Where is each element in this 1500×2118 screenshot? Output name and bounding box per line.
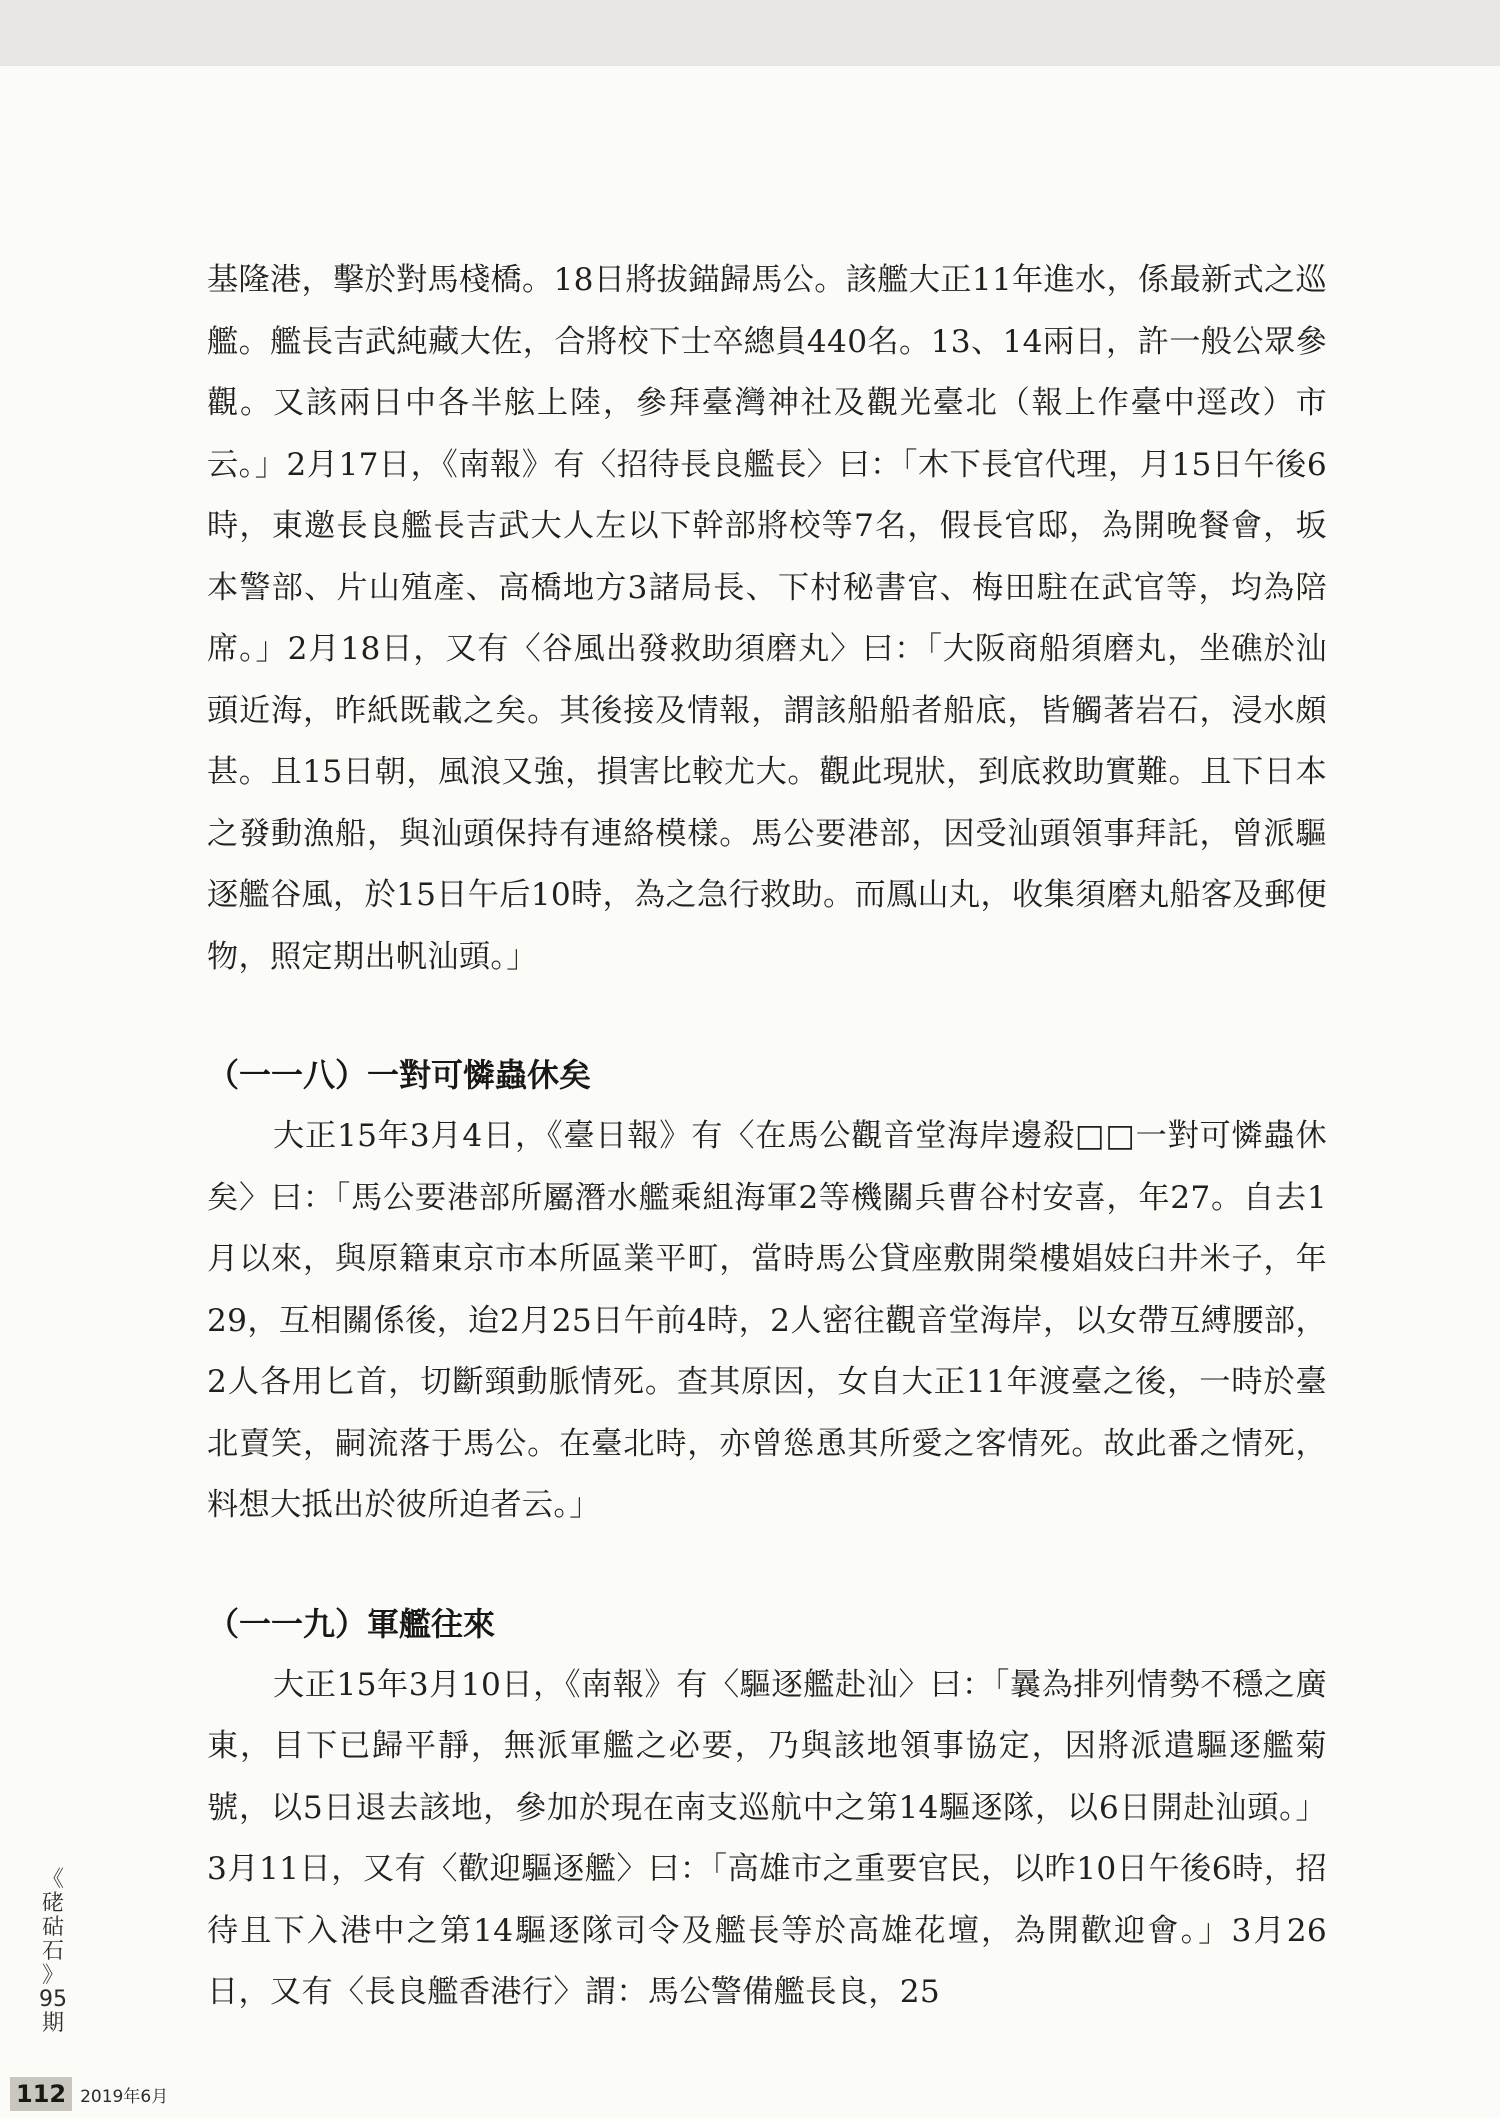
- section-119-paragraph: 大正15年3月10日，《南報》有〈驅逐艦赴汕〉曰：「曩為排列情勢不穩之廣東，目下已歸平靜，無派軍艦之必要，乃與該地領事協定，因將派遣驅逐艦菊號，以5日退去該地，參加於現在南支巡航中之第14驅逐隊，以6日開赴汕頭。」3月11日，又有〈歡迎驅逐艦〉曰：「高雄市之重要官民，以昨10日午後6時，招待且下入港中之第14驅逐隊司令及艦長等於高雄花壇，為開歡迎會。」3月26日，又有〈長良艦香港行〉謂：馬公警備艦長良，25: [207, 1666, 1327, 2010]
- journal-title-vertical: [36, 1868, 70, 2036]
- journal-title-text: [36, 1868, 70, 2036]
- journal-title-glyph: 期: [41, 2011, 64, 2036]
- journal-title-glyph: 𥑮: [41, 1915, 64, 1940]
- journal-title-glyph: 《: [41, 1867, 64, 1892]
- article-body: [207, 250, 1327, 2024]
- page-footer: [10, 2076, 168, 2112]
- scan-top-band: [0, 0, 1500, 66]
- page-number: 112: [10, 2077, 72, 2111]
- journal-title-glyph: 硓: [41, 1891, 64, 1916]
- section-118-paragraph: 大正15年3月4日，《臺日報》有〈在馬公觀音堂海岸邊殺□□一對可憐蟲休矣〉曰：「馬公要港部所屬潛水艦乘組海軍2等機關兵曹谷村安喜，年27。自去1月以來，與原籍東京市本所區業平町，當時馬公貸座敷開榮樓娼妓臼井米子，年29，互相關係後，迨2月25日午前4時，2人密往觀音堂海岸，以女帶互縛腰部，2人各用匕首，切斷頸動脈情死。查其原因，女自大正11年渡臺之後，一時於臺北賣笑，嗣流落于馬公。在臺北時，亦曾慫恿其所愛之客情死。故此番之情死，料想大抵出於彼所迫者云。」: [207, 1118, 1327, 1523]
- section-heading-119: （一一九）軍艦往來: [207, 1604, 496, 1643]
- paragraph-continuation: 基隆港，擊於對馬棧橋。18日將拔錨歸馬公。該艦大正11年進水，係最新式之巡艦。艦長吉武純藏大佐，合將校下士卒總員440名。13、14兩日，許一般公眾參觀。又該兩日中各半舷上陸，參拜臺灣神社及觀光臺北（報上作臺中逕改）市云。」2月17日，《南報》有〈招待長良艦長〉曰：「木下長官代理，月15日午後6時，東邀長良艦長吉武大人左以下幹部將校等7名，假長官邸，為開晚餐會，坂本警部、片山殖產、高橋地方3諸局長、下村秘書官、梅田駐在武官等，均為陪席。」2月18日，又有〈谷風出發救助須磨丸〉曰：「大阪商船須磨丸，坐礁於汕頭近海，昨紙既載之矣。其後接及情報，謂該船船者船底，皆觸著岩石，浸水頗甚。且15日朝，風浪又強，損害比較尤大。觀此現狀，到底救助實難。且下日本之發動漁船，與汕頭保持有連絡模樣。馬公要港部，因受汕頭領事拜託，曾派驅逐艦谷風，於15日午后10時，為之急行救助。而鳳山丸，收集須磨丸船客及郵便物，照定期出帆汕頭。」: [207, 262, 1327, 975]
- section-heading-118: （一一八）一對可憐蟲休矣: [207, 1056, 592, 1094]
- section-gap: [207, 988, 1327, 1044]
- journal-title-glyph: 95: [39, 1987, 67, 2012]
- issue-date: 2019年6月: [80, 2086, 169, 2107]
- section-gap: [207, 1537, 1327, 1593]
- journal-title-glyph: 》: [41, 1963, 64, 1988]
- journal-title-glyph: 石: [41, 1939, 64, 1964]
